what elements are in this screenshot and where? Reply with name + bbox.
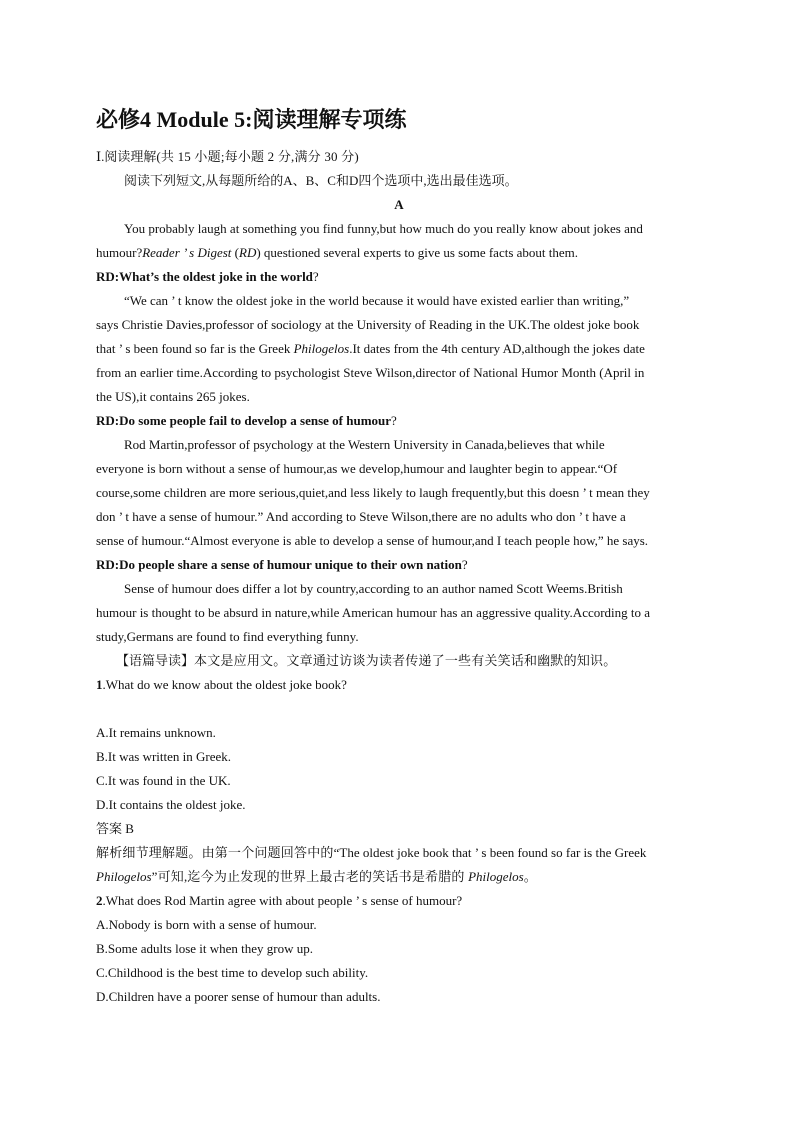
para-c-line: humour is thought to be absurd in nature,while American humour has an aggressive quality.According to a (96, 605, 651, 620)
book-title: Philogelos (468, 869, 524, 884)
para-a-line: “We can ’ t know the oldest joke in the world because it would have existed earlier than writing,” (124, 293, 630, 308)
option-c: C.Childhood is the best time to develop such ability. (96, 965, 369, 980)
passage-guide (116, 652, 702, 669)
question-text: :What’s the oldest joke in the world (114, 269, 313, 284)
para-a-line: the US),it contains 265 jokes. (96, 389, 250, 404)
page-title: 必修4 Module 5:阅读理解专项练 (96, 107, 407, 132)
para-text: .It dates from the 4th century AD,although the jokes date (349, 341, 645, 356)
intro-text: ( (231, 245, 239, 260)
option-d: D.It contains the oldest joke. (96, 797, 246, 812)
interview-question-2 (96, 412, 702, 429)
magazine-name: Reader ’ s Digest (142, 245, 232, 260)
option-a: A.Nobody is born with a sense of humour. (96, 917, 317, 932)
analysis-text: 。 (523, 869, 537, 884)
intro-text: ) questioned several experts to give us some facts about them. (256, 245, 579, 260)
question-mark: ? (391, 413, 397, 428)
rd-prefix: RD (96, 269, 115, 284)
question-number: 2 (96, 893, 103, 908)
question-text: :Do some people fail to develop a sense of humour (114, 413, 392, 428)
para-b-line: Rod Martin,professor of psychology at the Western University in Canada,believes that while (124, 437, 605, 452)
intro-text: humour? (96, 245, 143, 260)
passage-label: A (394, 197, 404, 212)
analysis-text: ”可知,迄今为止发现的世界上最古老的笑话书是希腊的 (151, 869, 469, 884)
option-b: B.Some adults lose it when they grow up. (96, 941, 314, 956)
option-d: D.Children have a poorer sense of humour than adults. (96, 989, 381, 1004)
guide-label: 【语篇导读】 (116, 653, 195, 668)
rd-prefix: RD (96, 557, 115, 572)
analysis-text: 解析细节理解题。由第一个问题回答中的 (96, 845, 334, 860)
intro-line-2 (96, 244, 702, 261)
rd-prefix: RD (96, 413, 115, 428)
question-2 (96, 892, 702, 909)
question-1 (96, 676, 702, 693)
para-b-line: everyone is born without a sense of humour,as we develop,humour and laughter begin to appear.“Of (96, 461, 618, 476)
para-a-line: says Christie Davies,professor of sociology at the University of Reading in the UK.The oldest joke book (96, 317, 640, 332)
answer: 答案 B (96, 821, 134, 836)
question-number: 1 (96, 677, 103, 692)
para-c-line: study,Germans are found to find everything funny. (96, 629, 359, 644)
guide-text: 本文是应用文。文章通过访谈为读者传递了一些有关笑话和幽默的知识。 (194, 653, 617, 668)
section-heading-label: Ⅰ.阅读理解 (96, 149, 157, 164)
option-b: B.It was written in Greek. (96, 749, 232, 764)
question-stem: .What does Rod Martin agree with about people ’ s sense of humour? (102, 893, 463, 908)
para-a-line (96, 340, 702, 357)
para-text: that ’ s been found so far is the Greek (96, 341, 294, 356)
analysis-quote: “The oldest joke book that ’ s been found so far is the Greek (333, 845, 647, 860)
magazine-abbr: RD (239, 245, 257, 260)
book-title: Philogelos (293, 341, 350, 356)
para-b-line: course,some children are more serious,quiet,and less likely to laugh frequently,but this doesn ’ t mean they (96, 485, 650, 500)
para-b-line: sense of humour.“Almost everyone is able to develop a sense of humour,and I teach people how,” he says. (96, 533, 649, 548)
para-b-line: don ’ t have a sense of humour.” And according to Steve Wilson,there are no adults who don ’ t have a (96, 509, 626, 524)
interview-question-1 (96, 268, 702, 285)
analysis-line-1 (96, 844, 702, 861)
interview-question-3 (96, 556, 702, 573)
question-mark: ? (461, 557, 468, 572)
para-a-line: from an earlier time.According to psychologist Steve Wilson,director of National Humor Month (April in (96, 365, 645, 380)
option-c: C.It was found in the UK. (96, 773, 231, 788)
section-instruction: 阅读下列短文,从每题所给的A、B、C和D四个选项中,选出最佳选项。 (124, 173, 518, 188)
option-a: A.It remains unknown. (96, 725, 216, 740)
book-title: Philogelos (96, 869, 152, 884)
question-stem: .What do we know about the oldest joke book? (102, 677, 347, 692)
question-mark: ? (312, 269, 319, 284)
section-heading (96, 148, 702, 165)
para-c-line: Sense of humour does differ a lot by country,according to an author named Scott Weems.British (124, 581, 623, 596)
intro-line-1: You probably laugh at something you find funny,but how much do you really know about jokes and (124, 221, 643, 236)
section-heading-note: (共 15 小题;每小题 2 分,满分 30 分) (156, 149, 359, 164)
question-text: :Do people share a sense of humour unique to their own nation (114, 557, 462, 572)
analysis-line-2 (96, 868, 702, 885)
